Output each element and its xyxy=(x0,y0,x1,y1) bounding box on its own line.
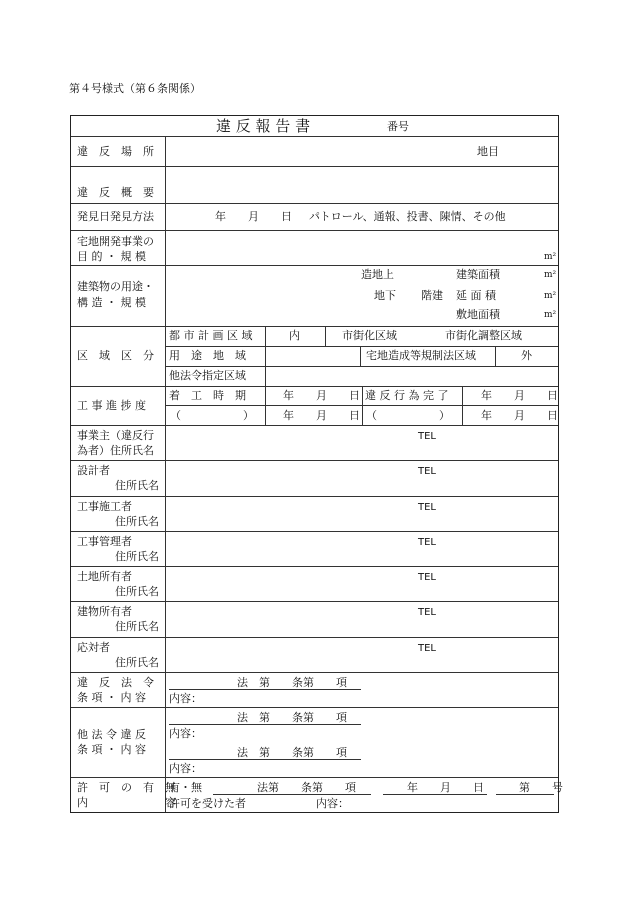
person-label-6a: 建物所有者 xyxy=(77,605,132,618)
regulation-area: 宅地造成等規制法区域 xyxy=(366,349,476,362)
person-label-6b: 住所氏名 xyxy=(115,620,159,633)
person-label-3a: 工事施工者 xyxy=(77,500,132,513)
start-period-label: 着 工 時 期 xyxy=(169,389,246,402)
start-paren-open: （ xyxy=(170,409,181,422)
use-zone-label: 用 途 地 域 xyxy=(169,349,246,362)
development-unit: m² xyxy=(544,252,557,262)
zone-label: 区 域 区 分 xyxy=(77,349,154,362)
person-tel-3: TEL xyxy=(418,502,436,513)
person-label-4b: 住所氏名 xyxy=(115,550,159,563)
building-below: 地下 xyxy=(374,289,396,302)
floor-area-label: 延 面 積 xyxy=(456,289,496,302)
person-label-5b: 住所氏名 xyxy=(115,585,159,598)
other-law-content-2: 内容： xyxy=(169,762,202,775)
building-floors: 階建 xyxy=(421,289,443,302)
permit-label-2: 内 容 xyxy=(77,796,176,809)
person-label-7a: 応対者 xyxy=(77,641,110,654)
completion-label: 違 反 行 為 完 了 xyxy=(365,389,449,402)
permit-yesno: 有・無 xyxy=(169,781,202,794)
building-label-1: 建築物の用途・ xyxy=(77,280,154,293)
urbanization-area: 市街化区域 xyxy=(342,329,397,342)
violation-content-label: 内容： xyxy=(169,692,202,705)
person-tel-4: TEL xyxy=(418,537,436,548)
inside-label: 内 xyxy=(289,329,300,342)
progress-label: 工 事 進 捗 度 xyxy=(77,399,146,412)
development-label-1: 宅地開発事業の xyxy=(77,235,154,248)
building-above: 造地上 xyxy=(361,268,394,281)
person-label-1b: 為者）住所氏名 xyxy=(77,444,154,457)
violation-law-label-1: 違 反 法 令 xyxy=(77,676,154,689)
person-label-1a: 事業主（違反行 xyxy=(77,429,154,442)
permit-received-by: 許可を受けた者 xyxy=(169,797,246,810)
building-label-2: 構 造 ・ 規 模 xyxy=(77,296,146,309)
person-label-2b: 住所氏名 xyxy=(115,479,159,492)
number-label: 番号 xyxy=(387,120,409,133)
discovery-date: 年 月 日 xyxy=(215,210,292,223)
other-law-clause-1: 法 第 条第 項 xyxy=(237,711,347,724)
violation-report-form xyxy=(70,115,563,813)
person-label-2a: 設計者 xyxy=(77,464,110,477)
start-date-2: 年 月 日 xyxy=(283,409,360,422)
permit-law-clause: 法第 条第 項 xyxy=(257,781,356,794)
other-law-content-1: 内容： xyxy=(169,727,202,740)
location-label: 違 反 場 所 xyxy=(77,145,154,158)
violation-law-clause: 法 第 条第 項 xyxy=(237,676,347,689)
urbanization-control-area: 市街化調整区域 xyxy=(445,329,522,342)
person-tel-7: TEL xyxy=(418,643,436,654)
site-area-label: 敷地面積 xyxy=(456,308,500,321)
building-unit-3: m² xyxy=(544,310,557,320)
other-law-label-2: 条 項 ・ 内 容 xyxy=(77,743,146,756)
outside-label: 外 xyxy=(521,349,532,362)
building-unit-1: m² xyxy=(544,270,557,280)
building-unit-2: m² xyxy=(544,291,557,301)
completion-date: 年 月 日 xyxy=(481,389,558,402)
discovery-label: 発見日発見方法 xyxy=(77,210,154,223)
completion-date-2: 年 月 日 xyxy=(481,409,558,422)
permit-number: 第 号 xyxy=(519,781,563,794)
completion-paren-close: ） xyxy=(439,409,450,422)
outline-label: 違 反 概 要 xyxy=(77,186,154,199)
person-label-3b: 住所氏名 xyxy=(115,515,159,528)
person-label-7b: 住所氏名 xyxy=(115,656,159,669)
chimoku-label: 地目 xyxy=(477,145,499,158)
other-law-area: 他法令指定区域 xyxy=(169,369,246,382)
discovery-methods: パトロール、通報、投書、陳情、その他 xyxy=(309,210,506,223)
permit-label-1: 許 可 の 有 無 xyxy=(77,781,176,794)
permit-date: 年 月 日 xyxy=(407,781,484,794)
completion-paren-open: （ xyxy=(366,409,377,422)
city-plan-area: 都 市 計 画 区 域 xyxy=(169,329,253,342)
person-label-5a: 土地所有者 xyxy=(77,570,132,583)
start-date: 年 月 日 xyxy=(283,389,360,402)
person-tel-2: TEL xyxy=(418,466,436,477)
form-number-label: 第４号様式（第６条関係） xyxy=(69,82,201,95)
violation-law-label-2: 条 項 ・ 内 容 xyxy=(77,691,146,704)
person-tel-5: TEL xyxy=(418,572,436,583)
person-tel-1: TEL xyxy=(418,431,436,442)
other-law-clause-2: 法 第 条第 項 xyxy=(237,746,347,759)
person-label-4a: 工事管理者 xyxy=(77,535,132,548)
start-paren-close: ） xyxy=(243,409,254,422)
development-label-2: 目 的 ・ 規 模 xyxy=(77,250,146,263)
building-area-label: 建築面積 xyxy=(456,268,500,281)
person-tel-6: TEL xyxy=(418,607,436,618)
report-title: 違 反 報 告 書 xyxy=(216,117,311,135)
permit-content: 内容： xyxy=(316,797,349,810)
other-law-label-1: 他 法 令 違 反 xyxy=(77,728,146,741)
